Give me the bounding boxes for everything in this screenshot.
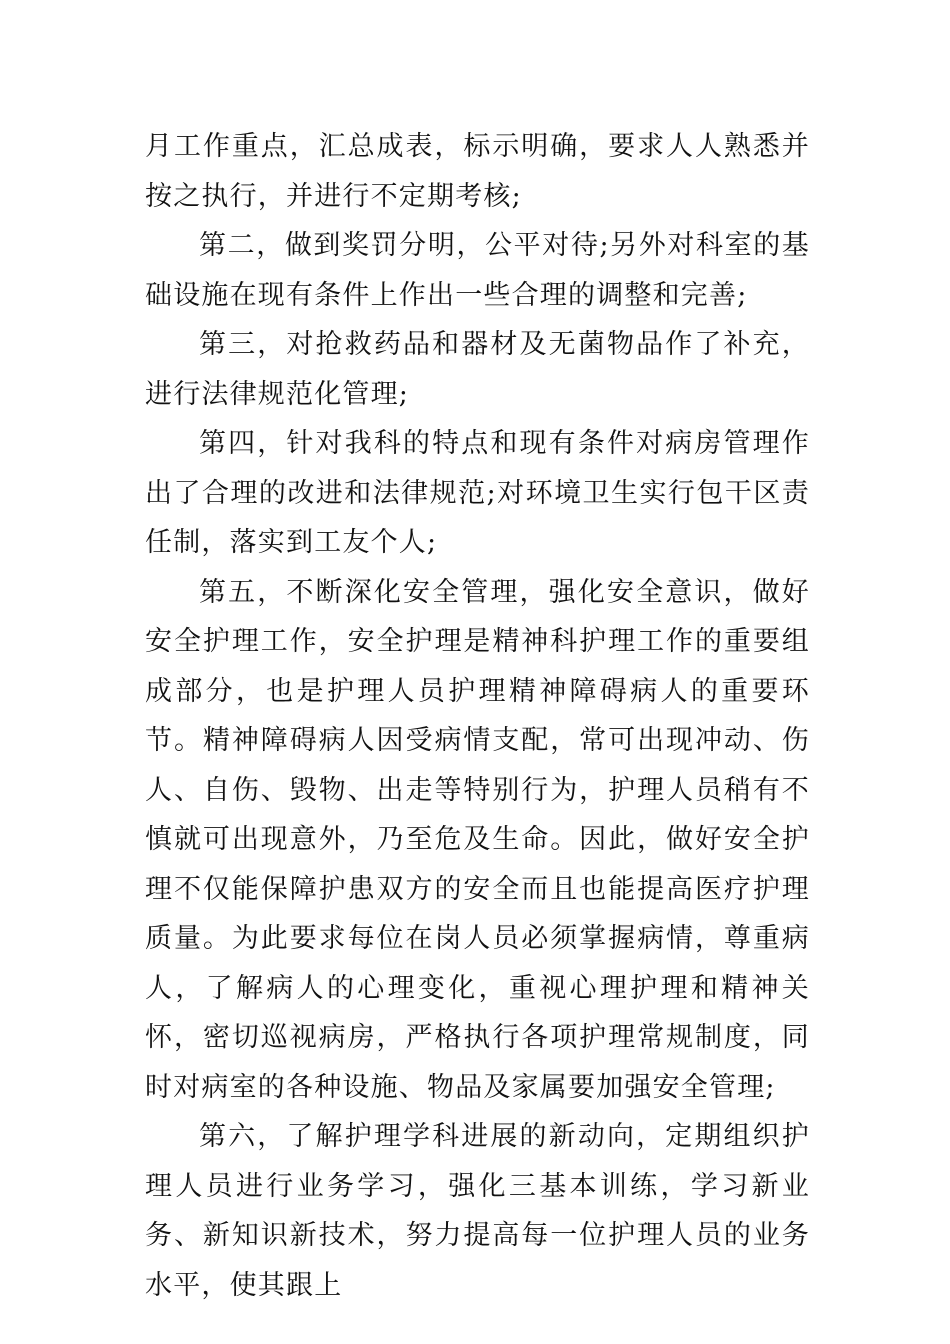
paragraph-continuation: 月工作重点，汇总成表，标示明确，要求人人熟悉并按之执行，并进行不定期考核;	[145, 131, 810, 212]
document-body	[145, 122, 810, 1310]
paragraph-fifth: 第五，不断深化安全管理，强化安全意识，做好安全护理工作，安全护理是精神科护理工作的重要组成部分，也是护理人员护理精神障碍病人的重要环节。精神障碍病人因受病情支配，常可出现冲动、伤人、自伤、毁物、出走等特别行为，护理人员稍有不慎就可出现意外，乃至危及生命。因此，做好安全护理不仅能保障护患双方的安全而且也能提高医疗护理质量。为此要求每位在岗人员必须掌握病情，尊重病人，了解病人的心理变化，重视心理护理和精神关怀，密切巡视病房，严格执行各项护理常规制度，同时对病室的各种设施、物品及家属要加强安全管理;	[145, 576, 810, 1103]
paragraph-second: 第二，做到奖罚分明，公平对待;另外对科室的基础设施在现有条件上作出一些合理的调整和完善;	[145, 230, 810, 311]
paragraph-sixth: 第六，了解护理学科进展的新动向，定期组织护理人员进行业务学习，强化三基本训练，学习新业务、新知识新技术，努力提高每一位护理人员的业务水平，使其跟上	[145, 1121, 810, 1301]
paragraph-fourth: 第四，针对我科的特点和现有条件对病房管理作出了合理的改进和法律规范;对环境卫生实行包干区责任制，落实到工友个人;	[145, 428, 810, 558]
paragraph-third: 第三，对抢救药品和器材及无菌物品作了补充，进行法律规范化管理;	[145, 329, 810, 410]
